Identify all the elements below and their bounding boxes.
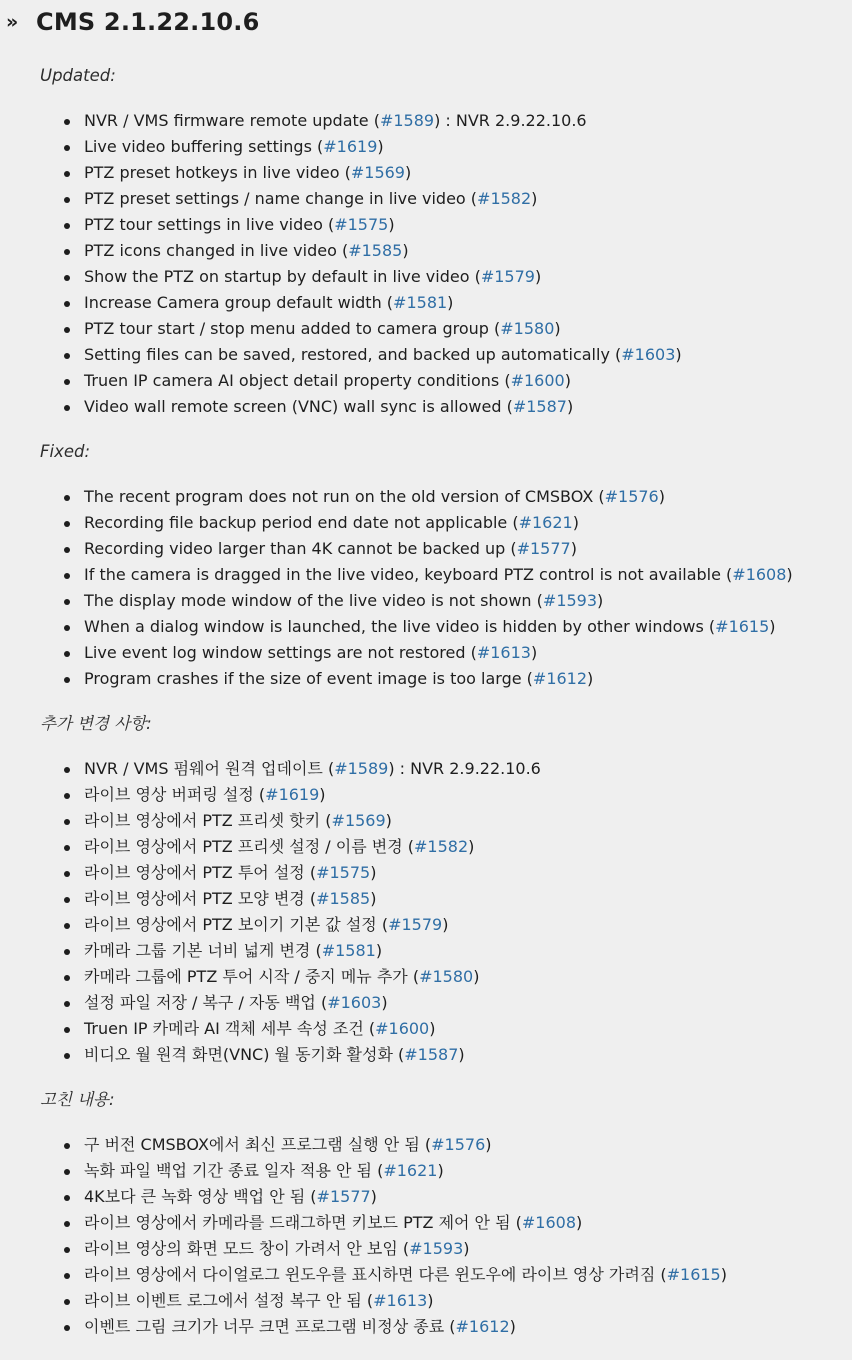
item-suffix: ) — [597, 591, 604, 610]
item-text: 라이브 영상에서 PTZ 프리셋 핫키 ( — [84, 811, 332, 830]
list-item — [40, 808, 852, 834]
list-item — [40, 264, 852, 290]
item-text: 라이브 영상에서 PTZ 모양 변경 ( — [84, 889, 317, 908]
item-text: The recent program does not run on the old version of CMSBOX ( — [84, 487, 605, 506]
item-text: Live event log window settings are not restored ( — [84, 643, 477, 662]
issue-link[interactable]: #1603 — [621, 345, 676, 364]
item-text: PTZ icons changed in live video ( — [84, 241, 349, 260]
issue-link[interactable]: #1593 — [409, 1239, 464, 1258]
item-suffix: ) — [442, 915, 449, 934]
item-suffix: ) — [720, 1265, 727, 1284]
issue-link[interactable]: #1582 — [477, 189, 532, 208]
issue-link[interactable]: #1619 — [265, 785, 320, 804]
issue-link[interactable]: #1612 — [532, 669, 588, 688]
issue-link[interactable]: #1580 — [500, 319, 555, 338]
item-suffix: ) — [658, 487, 665, 506]
list-item — [40, 1210, 852, 1236]
item-text: The display mode window of the live video is not shown ( — [84, 591, 543, 610]
issue-link[interactable]: #1581 — [321, 941, 376, 960]
list-item — [40, 1262, 852, 1288]
list-item — [40, 938, 852, 964]
item-suffix: ) — [370, 1187, 377, 1206]
item-suffix: ) — [675, 345, 682, 364]
issue-link[interactable]: #1579 — [388, 915, 443, 934]
item-suffix: ) — [429, 1019, 436, 1038]
list-item — [40, 1132, 852, 1158]
item-suffix: ) : NVR 2.9.22.10.6 — [388, 759, 541, 778]
item-text: NVR / VMS 펌웨어 원격 업데이트 ( — [84, 759, 335, 778]
item-text: Setting files can be saved, restored, and backed up automatically ( — [84, 345, 622, 364]
item-text: 카메라 그룹 기본 너비 넓게 변경 ( — [84, 941, 322, 960]
item-suffix: ) — [572, 513, 579, 532]
list-item — [40, 1288, 852, 1314]
item-text: 라이브 영상에서 PTZ 보이기 기본 값 설정 ( — [84, 915, 389, 934]
item-text: Increase Camera group default width ( — [84, 293, 394, 312]
item-suffix: ) — [404, 163, 412, 182]
item-text: Live video buffering settings ( — [84, 137, 324, 156]
item-text: Program crashes if the size of event image is too large ( — [84, 669, 533, 688]
issue-link[interactable]: #1619 — [323, 137, 378, 156]
list-item — [40, 342, 852, 368]
item-suffix: ) — [370, 889, 377, 908]
item-suffix: ) — [566, 397, 574, 416]
item-text: 라이브 영상에서 카메라를 드래그하면 키보드 PTZ 제어 안 됨 ( — [84, 1213, 522, 1232]
list-item — [40, 186, 852, 212]
item-suffix: ) — [319, 785, 326, 804]
issue-link[interactable]: #1577 — [516, 539, 571, 558]
list-item — [40, 964, 852, 990]
item-suffix: ) — [388, 215, 395, 234]
item-suffix: ) — [402, 241, 409, 260]
issue-link[interactable]: #1580 — [419, 967, 474, 986]
item-text: Truen IP 카메라 AI 객체 세부 속성 조건 ( — [84, 1019, 376, 1038]
issue-link[interactable]: #1608 — [521, 1213, 577, 1232]
item-text: Recording file backup period end date not applicable ( — [84, 513, 519, 532]
item-suffix: ) — [370, 863, 377, 882]
item-suffix: ) — [437, 1161, 444, 1180]
item-text: 설정 파일 저장 / 복구 / 자동 백업 ( — [84, 993, 328, 1012]
issue-link[interactable]: #1615 — [715, 617, 770, 636]
release-title: CMS 2.1.22.10.6 — [36, 8, 260, 36]
issue-link[interactable]: #1577 — [316, 1187, 371, 1206]
list-item — [40, 316, 852, 342]
list-item — [40, 1016, 852, 1042]
issue-link[interactable]: #1613 — [373, 1291, 428, 1310]
list-item — [40, 912, 852, 938]
issue-link[interactable]: #1575 — [334, 215, 389, 234]
item-suffix: ) — [769, 617, 776, 636]
change-list — [40, 108, 852, 420]
change-list — [40, 756, 852, 1068]
issue-link[interactable]: #1585 — [348, 241, 403, 260]
release-header — [6, 6, 260, 38]
item-text: PTZ preset settings / name change in live video ( — [84, 189, 478, 208]
issue-link[interactable]: #1587 — [512, 397, 567, 416]
list-item — [40, 782, 852, 808]
item-text: Video wall remote screen (VNC) wall sync is allowed ( — [84, 397, 513, 416]
item-suffix: ) — [381, 993, 388, 1012]
list-item — [40, 238, 852, 264]
issue-link[interactable]: #1603 — [327, 993, 382, 1012]
list-item — [40, 886, 852, 912]
list-item — [40, 108, 852, 134]
item-suffix: ) — [473, 967, 480, 986]
list-item — [40, 666, 852, 692]
section-heading: Fixed: — [40, 442, 91, 461]
list-item — [40, 394, 852, 420]
list-item — [40, 860, 852, 886]
list-item — [40, 510, 852, 536]
item-suffix: ) — [786, 565, 793, 584]
updated-section — [40, 64, 852, 420]
fixed-korean-section — [40, 1088, 852, 1340]
item-text: 카메라 그룹에 PTZ 투어 시작 / 중지 메뉴 추가 ( — [84, 967, 420, 986]
issue-link[interactable]: #1612 — [455, 1317, 510, 1336]
issue-link[interactable]: #1615 — [666, 1265, 721, 1284]
section-heading: 추가 변경 사항: — [40, 714, 152, 733]
item-text: 라이브 영상에서 PTZ 투어 설정 ( — [84, 863, 317, 882]
section-heading: 고친 내용: — [40, 1090, 115, 1109]
issue-link[interactable]: #1569 — [331, 811, 386, 830]
item-text: When a dialog window is launched, the live video is hidden by other windows ( — [84, 617, 716, 636]
item-suffix: ) — [576, 1213, 583, 1232]
list-item — [40, 536, 852, 562]
item-suffix: ) — [509, 1317, 516, 1336]
release-notes-body — [40, 64, 852, 1360]
item-text: If the camera is dragged in the live video, keyboard PTZ control is not available ( — [84, 565, 733, 584]
issue-link[interactable]: #1576 — [431, 1135, 486, 1154]
item-text: 라이브 영상 버퍼링 설정 ( — [84, 785, 266, 804]
issue-link[interactable]: #1613 — [476, 643, 531, 662]
item-suffix: ) — [531, 189, 538, 208]
item-suffix: ) — [485, 1135, 492, 1154]
item-text: PTZ tour start / stop menu added to camera group ( — [84, 319, 501, 338]
issue-link[interactable]: #1576 — [604, 487, 659, 506]
issue-link[interactable]: #1593 — [542, 591, 598, 610]
list-item — [40, 588, 852, 614]
item-suffix: ) — [554, 319, 561, 338]
list-item — [40, 640, 852, 666]
issue-link[interactable]: #1621 — [518, 513, 573, 532]
list-item — [40, 134, 852, 160]
issue-link[interactable]: #1579 — [480, 267, 535, 286]
item-text: 이벤트 그림 크기가 너무 크면 프로그램 비정상 종료 ( — [84, 1317, 456, 1336]
issue-link[interactable]: #1589 — [334, 759, 389, 778]
item-suffix: ) — [377, 137, 384, 156]
list-item — [40, 1314, 852, 1340]
issue-link[interactable]: #1585 — [316, 889, 371, 908]
item-text: 라이브 이벤트 로그에서 설정 복구 안 됨 ( — [84, 1291, 374, 1310]
item-text: Show the PTZ on startup by default in live video ( — [84, 267, 481, 286]
list-item — [40, 756, 852, 782]
list-item — [40, 290, 852, 316]
list-item — [40, 614, 852, 640]
item-suffix: ) — [570, 539, 577, 558]
item-text: 비디오 월 원격 화면(VNC) 월 동기화 활성화 ( — [84, 1045, 405, 1064]
item-suffix: ) — [458, 1045, 465, 1064]
item-text: 구 버전 CMSBOX에서 최신 프로그램 실행 안 됨 ( — [84, 1135, 432, 1154]
item-suffix: ) — [375, 941, 383, 960]
issue-link[interactable]: #1587 — [404, 1045, 459, 1064]
issue-link[interactable]: #1600 — [510, 371, 565, 390]
list-item — [40, 368, 852, 394]
item-text: 라이브 영상의 화면 모드 창이 가려서 안 보임 ( — [84, 1239, 410, 1258]
list-item — [40, 1184, 852, 1210]
issue-link[interactable]: #1600 — [375, 1019, 430, 1038]
item-suffix: ) — [468, 837, 475, 856]
item-text: 4K보다 큰 녹화 영상 백업 안 됨 ( — [84, 1187, 317, 1206]
item-suffix: ) : NVR 2.9.22.10.6 — [434, 111, 587, 130]
item-suffix: ) — [427, 1291, 434, 1310]
item-suffix: ) — [385, 811, 392, 830]
item-text: 녹화 파일 백업 기간 종료 일자 적용 안 됨 ( — [84, 1161, 384, 1180]
list-item — [40, 1158, 852, 1184]
item-suffix: ) — [587, 669, 594, 688]
item-text: Recording video larger than 4K cannot be backed up ( — [84, 539, 517, 558]
item-suffix: ) — [463, 1239, 470, 1258]
list-item — [40, 562, 852, 588]
section-heading: Updated: — [40, 66, 116, 85]
item-text: Truen IP camera AI object detail property conditions ( — [84, 371, 511, 390]
item-text: 라이브 영상에서 다이얼로그 윈도우를 표시하면 다른 윈도우에 라이브 영상 가려짐 ( — [84, 1265, 667, 1284]
list-item — [40, 484, 852, 510]
item-text: PTZ tour settings in live video ( — [84, 215, 335, 234]
change-list — [40, 1132, 852, 1340]
fixed-section — [40, 440, 852, 692]
item-text: 라이브 영상에서 PTZ 프리셋 설정 / 이름 변경 ( — [84, 837, 414, 856]
item-suffix: ) — [564, 371, 571, 390]
list-item — [40, 1042, 852, 1068]
list-item — [40, 990, 852, 1016]
issue-link[interactable]: #1608 — [732, 565, 787, 584]
issue-link[interactable]: #1582 — [414, 837, 469, 856]
list-item — [40, 1236, 852, 1262]
issue-link[interactable]: #1621 — [383, 1161, 438, 1180]
issue-link[interactable]: #1581 — [393, 293, 448, 312]
list-item — [40, 212, 852, 238]
double-chevron-right-icon[interactable]: » — [6, 10, 19, 33]
issue-link[interactable]: #1569 — [350, 163, 405, 182]
list-item — [40, 160, 852, 186]
item-text: NVR / VMS firmware remote update ( — [84, 111, 380, 130]
issue-link[interactable]: #1589 — [379, 111, 435, 130]
issue-link[interactable]: #1575 — [316, 863, 371, 882]
item-suffix: ) — [534, 267, 542, 286]
updated-korean-section — [40, 712, 852, 1068]
list-item — [40, 834, 852, 860]
item-suffix: ) — [447, 293, 454, 312]
item-suffix: ) — [530, 643, 538, 662]
item-text: PTZ preset hotkeys in live video ( — [84, 163, 351, 182]
change-list — [40, 484, 852, 692]
